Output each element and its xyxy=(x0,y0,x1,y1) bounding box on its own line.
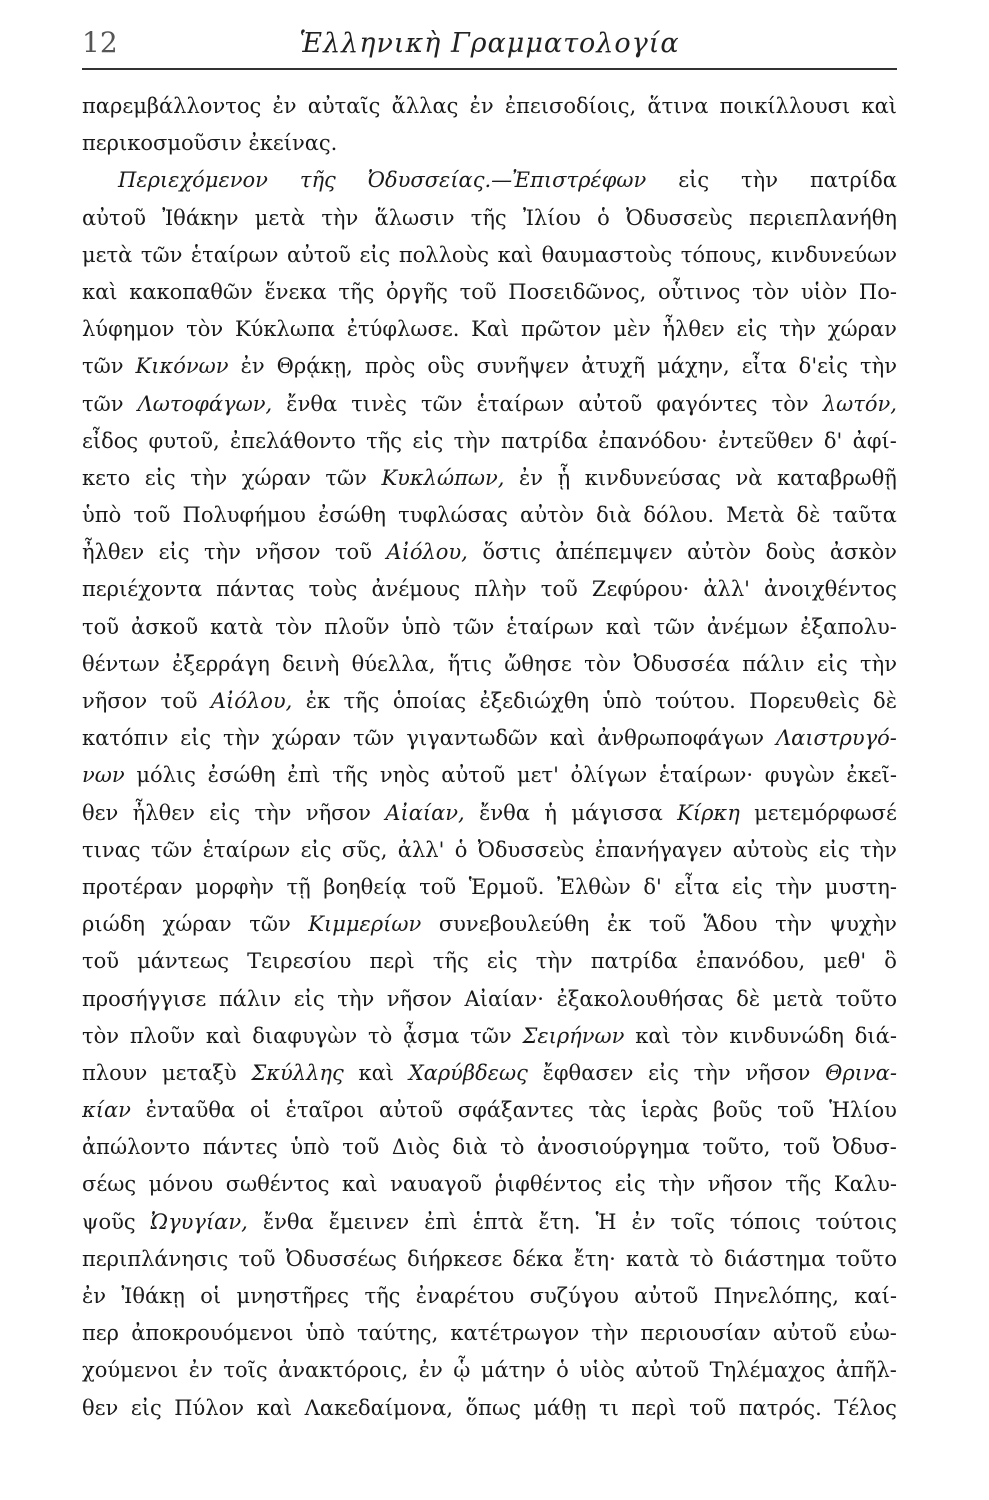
text-line: τῶν Λωτοφάγων, ἔνθα τινὲς τῶν ἑταίρων αὐτοῦ φαγόντες τὸν λωτόν, xyxy=(82,391,897,416)
text-line: τοῦ ἀσκοῦ κατὰ τὸν πλοῦν ὑπὸ τῶν ἑταίρων καὶ τῶν ἀνέμων ἐξαπολυ- xyxy=(82,614,897,639)
text-line: θεν εἰς Πύλον καὶ Λακεδαίμονα, ὅπως μάθῃ τι περὶ τοῦ πατρός. Τέλος xyxy=(82,1395,897,1420)
text-line: ψοῦς Ὠγυγίαν, ἔνθα ἔμεινεν ἐπὶ ἑπτὰ ἔτη. Ἡ ἐν τοῖς τόποις τούτοις xyxy=(82,1209,897,1234)
text-line: κατόπιν εἰς τὴν χώραν τῶν γιγαντωδῶν καὶ ἀνθρωποφάγων Λαιστρυγό- xyxy=(82,726,897,751)
text-line: θέντων ἐξερράγη δεινὴ θύελλα, ἥτις ὤθησε τὸν Ὀδυσσέα πάλιν εἰς τὴν xyxy=(82,651,897,676)
text-line: εἶδος φυτοῦ, ἐπελάθοντο τῆς εἰς τὴν πατρίδα ἐπανόδου· ἐντεῦθεν δ' ἀφί- xyxy=(82,428,897,453)
page-header xyxy=(82,20,897,68)
text-line: περικοσμοῦσιν ἐκείνας. xyxy=(82,131,338,156)
text-line: ἀπώλοντο πάντες ὑπὸ τοῦ Διὸς διὰ τὸ ἀνοσιούργημα τοῦτο, τοῦ Ὀδυσ- xyxy=(82,1135,897,1160)
text-line: μετὰ τῶν ἑταίρων αὐτοῦ εἰς πολλοὺς καὶ θαυμαστοὺς τόπους, κινδυνεύων xyxy=(82,242,897,267)
text-line: περ ἀποκρουόμενοι ὑπὸ ταύτης, κατέτρωγον τὴν περιουσίαν αὐτοῦ εὐω- xyxy=(82,1321,897,1346)
text-line: περιέχοντα πάντας τοὺς ἀνέμους πλὴν τοῦ Ζεφύρου· ἀλλ' ἀνοιχθέντος xyxy=(82,577,897,602)
text-line: κίαν ἐνταῦθα οἱ ἑταῖροι αὐτοῦ σφάξαντες τὰς ἱερὰς βοῦς τοῦ Ἡλίου xyxy=(82,1098,897,1123)
text-line: τινας τῶν ἑταίρων εἰς σῦς, ἀλλ' ὁ Ὀδυσσεὺς ἐπανήγαγεν αὐτοὺς εἰς τὴν xyxy=(82,837,897,862)
running-title: Ἑλληνικὴ Γραμματολογία xyxy=(299,28,680,59)
text-line: αὐτοῦ Ἰθάκην μετὰ τὴν ἅλωσιν τῆς Ἰλίου ὁ Ὀδυσσεὺς περιεπλανήθη xyxy=(82,205,897,230)
text-line: τὸν πλοῦν καὶ διαφυγὼν τὸ ᾆσμα τῶν Σειρήνων καὶ τὸν κινδυνώδη διά- xyxy=(82,1023,897,1048)
text-line: νῆσον τοῦ Αἰόλου, ἐκ τῆς ὁποίας ἐξεδιώχθη ὑπὸ τούτου. Πορευθεὶς δὲ xyxy=(82,689,897,713)
text-line: περιπλάνησις τοῦ Ὀδυσσέως διήρκεσε δέκα ἔτη· κατὰ τὸ διάστημα τοῦτο xyxy=(82,1246,897,1271)
text-line: σέως μόνου σωθέντος καὶ ναυαγοῦ ῥιφθέντος εἰς τὴν νῆσον τῆς Καλυ- xyxy=(82,1172,897,1197)
text-line: προτέραν μορφὴν τῇ βοηθείᾳ τοῦ Ἑρμοῦ. Ἐλθὼν δ' εἶτα εἰς τὴν μυστη- xyxy=(82,874,897,899)
text-line: τῶν Κικόνων ἐν Θρᾴκῃ, πρὸς οὓς συνῆψεν ἀτυχῆ μάχην, εἶτα δ'εἰς τὴν xyxy=(82,354,897,379)
header-rule xyxy=(82,68,897,70)
text-line: ἦλθεν εἰς τὴν νῆσον τοῦ Αἰόλου, ὅστις ἀπέπεμψεν αὐτὸν δοὺς ἀσκὸν xyxy=(82,540,897,565)
text-line: τοῦ μάντεως Τειρεσίου περὶ τῆς εἰς τὴν πατρίδα ἐπανόδου, μεθ' ὃ xyxy=(82,949,897,974)
text-line: Περιεχόμενον τῆς Ὀδυσσείας.—Ἐπιστρέφων εἰς τὴν πατρίδα xyxy=(118,168,897,193)
text-line: παρεμβάλλοντος ἐν αὐταῖς ἄλλας ἐν ἐπεισοδίοις, ἅτινα ποικίλλουσι καὶ xyxy=(82,94,897,118)
text-line: κετο εἰς τὴν χώραν τῶν Κυκλώπων, ἐν ᾗ κινδυνεύσας νὰ καταβρωθῇ xyxy=(82,465,897,490)
page-number: 12 xyxy=(82,26,118,59)
text-line: καὶ κακοπαθῶν ἕνεκα τῆς ὀργῆς τοῦ Ποσειδῶνος, οὗτινος τὸν υἱὸν Πο- xyxy=(82,279,897,304)
text-line: ἐν Ἰθάκῃ οἱ μνηστῆρες τῆς ἐναρέτου συζύγου αὐτοῦ Πηνελόπης, καί- xyxy=(82,1284,897,1308)
text-line: πλουν μεταξὺ Σκύλλης καὶ Χαρύβδεως ἔφθασεν εἰς τὴν νῆσον Θρινα- xyxy=(82,1060,897,1085)
text-line: ὑπὸ τοῦ Πολυφήμου ἐσώθη τυφλώσας αὐτὸν διὰ δόλου. Μετὰ δὲ ταῦτα xyxy=(82,503,897,528)
text-line: χούμενοι ἐν τοῖς ἀνακτόροις, ἐν ᾧ μάτην ὁ υἱὸς αὐτοῦ Τηλέμαχος ἀπῆλ- xyxy=(82,1358,897,1383)
text-line: προσήγγισε πάλιν εἰς τὴν νῆσον Αἰαίαν· ἐξακολουθήσας δὲ μετὰ τοῦτο xyxy=(82,986,897,1011)
text-line: λύφημον τὸν Κύκλωπα ἐτύφλωσε. Καὶ πρῶτον μὲν ἦλθεν εἰς τὴν χώραν xyxy=(82,317,897,342)
body-text xyxy=(82,88,897,1427)
text-line: νων μόλις ἐσώθη ἐπὶ τῆς νηὸς αὐτοῦ μετ' ὀλίγων ἑταίρων· φυγὼν ἐκεῖ- xyxy=(82,763,897,788)
text-line: θεν ἦλθεν εἰς τὴν νῆσον Αἰαίαν, ἔνθα ἡ μάγισσα Κίρκη μετεμόρφωσέ xyxy=(82,800,897,825)
text-line: ριώδη χώραν τῶν Κιμμερίων συνεβουλεύθη ἐκ τοῦ Ἅδου τὴν ψυχὴν xyxy=(82,912,897,937)
